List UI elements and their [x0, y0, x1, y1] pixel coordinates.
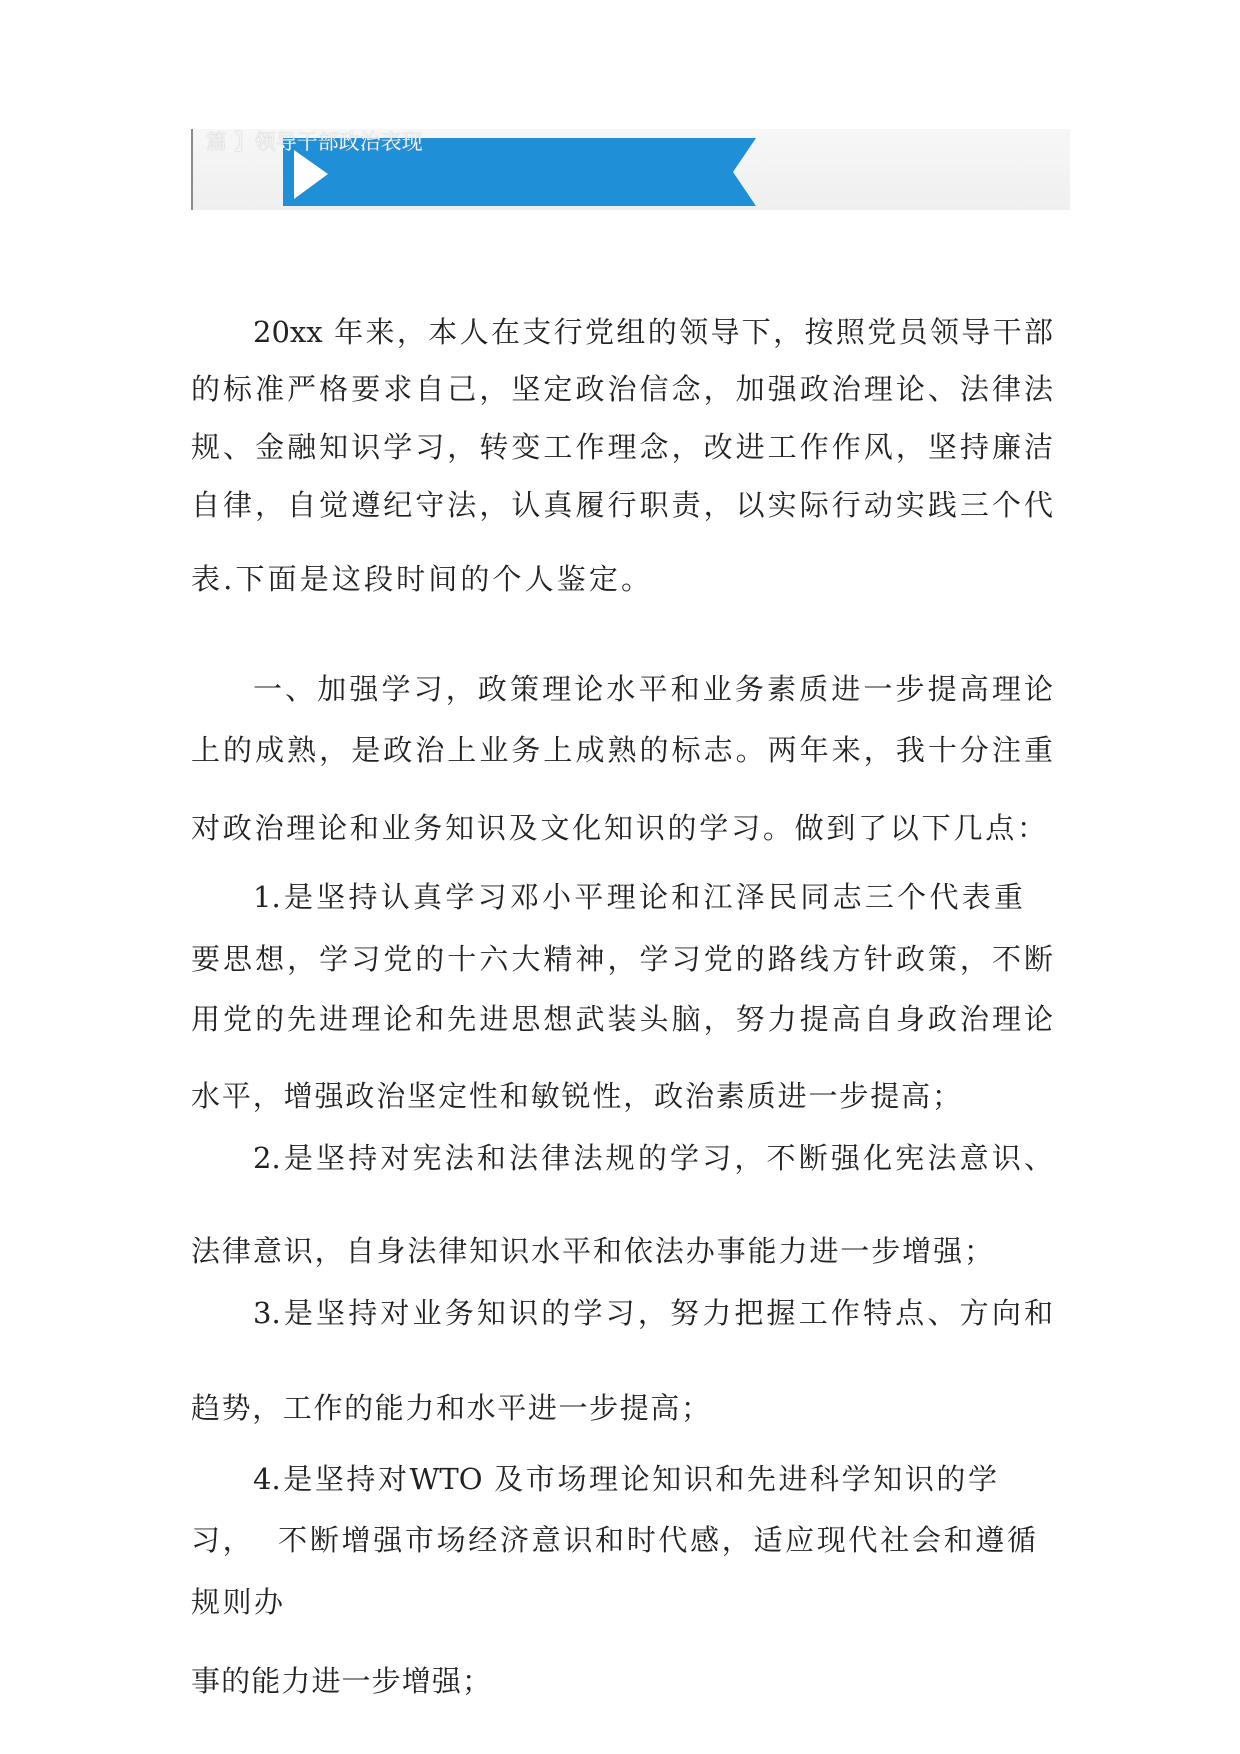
- body-text-line: 法律意识，自身法律知识水平和依法办事能力进一步增强；: [191, 1234, 993, 1268]
- body-text-line: 习， 不断增强市场经济意识和时代感，适应现代社会和遵循: [191, 1523, 1036, 1557]
- body-text-line: 规则办: [191, 1585, 283, 1619]
- body-text-line: 要思想，学习党的十六大精神，学习党的路线方针政策，不断: [191, 942, 1053, 976]
- body-text-line: 水平，增强政治坚定性和敏锐性，政治素质进一步提高；: [191, 1079, 961, 1113]
- body-text-line: 用党的先进理论和先进思想武装头脑，努力提高自身政治理论: [191, 1002, 1053, 1036]
- body-text-line: 20xx 年来，本人在支行党组的领导下，按照党员领导干部: [253, 315, 1053, 349]
- body-text-line: 1.是坚持认真学习邓小平理论和江泽民同志三个代表重: [253, 880, 1023, 914]
- banner-title: 篇 】领导干部政治表现: [206, 130, 423, 154]
- body-text-line: 3.是坚持对业务知识的学习，努力把握工作特点、方向和: [253, 1296, 1053, 1330]
- body-text-line: 的标准严格要求自己，坚定政治信念，加强政治理论、法律法: [191, 372, 1053, 406]
- body-text-line: 一、加强学习，政策理论水平和业务素质进一步提高理论: [253, 672, 1053, 706]
- body-text-line: 表.下面是这段时间的个人鉴定。: [191, 562, 650, 596]
- body-text-line: 趋势，工作的能力和水平进一步提高；: [191, 1391, 710, 1425]
- body-text-line: 自律，自觉遵纪守法，认真履行职责，以实际行动实践三个代: [191, 488, 1053, 522]
- body-text-line: 规、金融知识学习，转变工作理念，改进工作作风，坚持廉洁: [191, 430, 1053, 464]
- body-text-line: 事的能力进一步增强；: [191, 1664, 491, 1698]
- body-text-line: 4.是坚持对WTO 及市场理论知识和先进科学知识的学: [253, 1462, 997, 1496]
- body-text-line: 2.是坚持对宪法和法律法规的学习，不断强化宪法意识、: [253, 1141, 1053, 1175]
- body-text-line: 对政治理论和业务知识及文化知识的学习。做到了以下几点：: [191, 811, 1046, 845]
- body-text-line: 上的成熟，是政治上业务上成熟的标志。两年来，我十分注重: [191, 733, 1053, 767]
